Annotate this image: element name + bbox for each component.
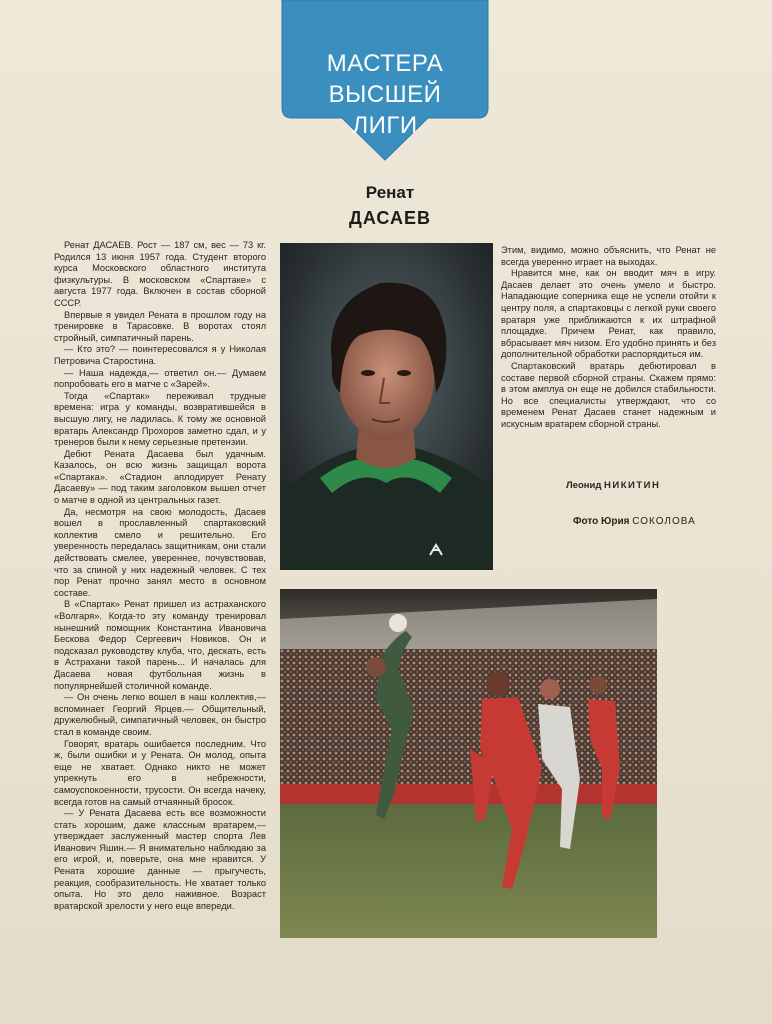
- paragraph: — Кто это? — поинтересовался я у Николая Петровича Старостина.: [54, 344, 266, 366]
- paragraph: Дебют Рената Дасаева был удачным. Казалось, он всю жизнь защищал ворота «Спартака». «Стадион аплодирует Ренату Дасаеву» — под таким заголовком вышел отчет о матче в одной из центральных газет.: [54, 448, 266, 506]
- photographer-name: СОКОЛОВА: [632, 516, 696, 527]
- article-right-column: [501, 245, 716, 431]
- paragraph: Тогда «Спартак» переживал трудные времена: игра у команды, возвратившейся в высшую лигу, не ладилась. К тому же основной вратарь Александр Прохоров заметно сдал, и у тренеров были к нему серьезные претензии.: [54, 390, 266, 448]
- paragraph: Спартаковский вратарь дебютировал в составе первой сборной страны. Скажем прямо: в этом амплуа он еще не добился стабильности. Но все специалисты утверждают, что со временем Ренат Дасаев станет надежным и искусным вратарем сборной страны.: [501, 360, 716, 429]
- banner-line-1: МАСТЕРА: [326, 50, 444, 77]
- paragraph: Ренат ДАСАЕВ. Рост — 187 см, вес — 73 кг. Родился 13 июня 1957 года. Студент второго курса Московского областного института физкультуры. В московском «Спартаке» с августа 1977 года. Включен в состав сборной СССР.: [54, 240, 266, 308]
- goalkeeper-portrait-photo: [280, 243, 493, 570]
- banner-line-2: ВЫСШЕЙ: [328, 81, 442, 108]
- paragraph: — У Рената Дасаева есть все возможности стать хорошим, даже классным вратарем,— утверждает заслуженный мастер спорта Лев Иванович Яшин.— Я внимательно наблюдаю за его игрой, и, поверьте, она мне нравится. У Рената хорошие данные — прыгучесть, реакция, сообразительность. Не хватает только опыта. Но это дело наживное. Возраст вратарской зрелости у него еще впереди.: [54, 808, 266, 911]
- match-illustration: [280, 589, 657, 938]
- banner-heading: [278, 48, 492, 141]
- author-last-name: НИКИТИН: [604, 480, 661, 491]
- author-byline: [566, 480, 660, 491]
- banner-line-3: ЛИГИ: [352, 112, 418, 139]
- paragraph: Говорят, вратарь ошибается последним. Что ж, были ошибки и у Рената. Он молод, опыта еще не хватает. Однако никто не может упрекнуть его в небрежности, самоуспокоенности, трусости. Он всегда начеку, всегда готов на самый отчаянный бросок.: [54, 738, 266, 807]
- paragraph: Нравится мне, как он вводит мяч в игру. Дасаев делает это очень умело и быстро. Нападающие соперника еще не успели отойти к центру поля, а спартаковцы с легкой руки своего вратаря уже приближаются к их штрафной площадке. Причем Ренат, как правило, вбрасывает мяч низом. Его удобно принять и без дополнительной обработки распорядиться им.: [501, 268, 716, 360]
- paragraph: В «Спартак» Ренат пришел из астраханского «Волгаря». Когда-то эту команду тренировал нынешний помощник Константина Ивановича Бескова Федор Сергеевич Новиков. Он и подсказал руководству клуба, что, дескать, есть в Астрахани такой парень... И началась для Дасаева новая футбольная жизнь в популярнейшей столичной команде.: [54, 599, 266, 691]
- paragraph: — Наша надежда,— ответил он.— Думаем попробовать его в матче с «Зарей».: [54, 367, 266, 390]
- article-title: [300, 182, 480, 230]
- paragraph: Да, несмотря на свою молодость, Дасаев вошел в прославленный спартаковский коллектив смело и решительно. Его уверенность передалась защитникам, они стали действовать смелее, увереннее, почувствовав, что за спиной у них надежный человек. С тех пор Ренат прочно занял место в основном составе.: [54, 506, 266, 598]
- photo-credit-label: Фото Юрия: [573, 516, 630, 527]
- paragraph: Впервые я увидел Рената в прошлом году на тренировке в Тарасовке. В воротах стоял стройный, симпатичный парень.: [54, 309, 266, 343]
- paragraph: Этим, видимо, можно объяснить, что Ренат не всегда уверенно играет на выходах.: [501, 245, 716, 267]
- photo-credit: [573, 516, 696, 527]
- portrait-illustration: [280, 243, 493, 570]
- title-first-name: Ренат: [365, 183, 415, 202]
- match-action-photo: [280, 589, 657, 938]
- paragraph: — Он очень легко вошел в наш коллектив,— вспоминает Георгий Ярцев.— Общительный, дружелюбный, симпатичный человек, он быстро стал в команде своим.: [54, 692, 266, 737]
- author-first-name: Леонид: [566, 480, 602, 491]
- title-last-name: ДАСАЕВ: [349, 208, 431, 228]
- article-left-column: [54, 240, 266, 912]
- section-banner: [278, 0, 492, 162]
